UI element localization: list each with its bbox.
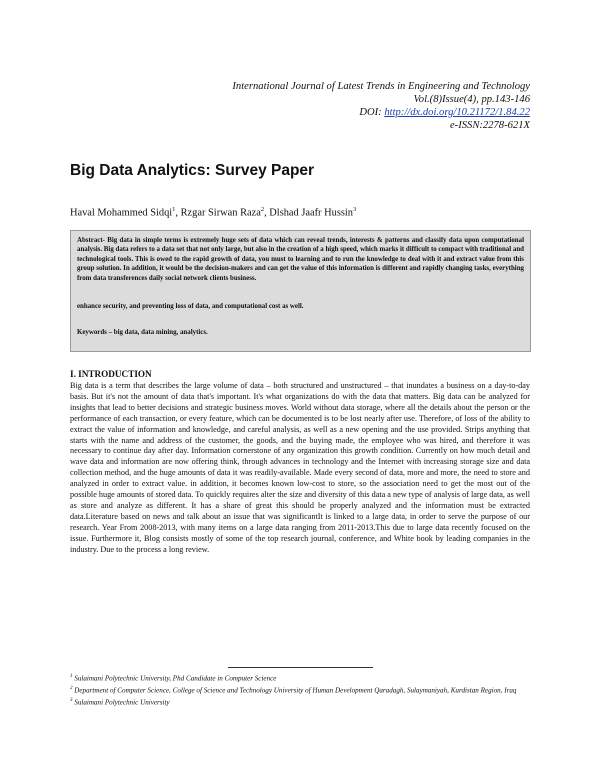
author-separator: , [175, 207, 181, 219]
author-affiliation-mark: 2 [260, 206, 265, 213]
footnote-mark: 2 [70, 686, 73, 692]
journal-header [232, 80, 530, 132]
author-name: Dlshad Jaafr Hussin [269, 207, 353, 219]
footnote-text: Sulaimani Polytechnic University, Phd Candidate in Computer Science [74, 674, 277, 683]
section-heading: I. INTRODUCTION [70, 369, 152, 379]
abstract-extra-line: enhance security, and preventing loss of data, and computational cost as well. [77, 303, 304, 311]
doi-label: DOI: [359, 107, 385, 118]
footnote-mark: 1 [70, 674, 73, 679]
introduction-paragraph: Big data is a term that describes the large volume of data – both structured and unstructured – that inundates a business on a day-to-day basis. But it's not the amount of data that's important. It's what organizations do with the data that matters. Big data can be analyzed for insights that lead to better decisions and strategic business moves. World without data storage, where all the details about the person or the performance of each transaction, or every feature, which can be documented is to be lost nearly after use. Therefore, of loss of the ability to extract the value of information and knowledge, and careful analysis, as well as a new opening and the use provided. Strips anything that starts with the name and address of the customer, the goods, and the buying made, the employee who was hired, and therefore it was necessary to continue day after day. Information cornerstone of any organization this growth condition. Currently on how much detail and wave data and information are now offering think, through advances in technology and the Internet with increasing storage size and data collection method, and the huge amounts of data it was readily-available. Made every second of data, more and more, the need to store and analyzed in order to extract value. in addition, it becomes known low-cost to store, so the association need to get the most out of the possible huge amounts of stored data. To quickly requires alter the size and diversity of this data a new type of analysis of large data, as well as store and analyze as different. It has a share of great this should be properly analyzed and the information must be extracted data.Literature based on news and talk about an issue that was significantIt is linked to a large data, in order to serve the purpose of our research. Year From 2008-2013, with many items on a large data ranging from 2011-2013.This due to large data recently focused on the issue. Furthermore it, Blog consists mostly of some of the top research journal, conference, and White book by leading companies in the industry. Due to the process a long review. [70, 381, 530, 554]
footnote [70, 672, 516, 684]
author-list [70, 206, 356, 218]
author-affiliation-mark: 3 [353, 206, 357, 213]
footnote-divider [228, 667, 373, 668]
issn: e-ISSN:2278-621X [449, 120, 530, 131]
footnotes [70, 672, 516, 708]
footnote-text: Department of Computer Science, College of Science and Technology University of Human Development Qaradagh, Sulaymaniyah, Kurdistan Region, Iraq [74, 686, 517, 695]
paper-title: Big Data Analytics: Survey Paper [70, 162, 315, 179]
doi-line [232, 106, 530, 119]
author-separator: , [264, 207, 270, 219]
footnote-text: Sulaimani Polytechnic University [74, 698, 170, 707]
journal-name: International Journal of Latest Trends in Engineering and Technology [232, 81, 530, 92]
abstract-text: Abstract- Big data in simple terms is extremely huge sets of data which can reveal trends, interests & patterns and classify data upon computational analysis. Big data refers to a data set that not only large, but also in the creation of a high speed, which marks it difficult to compact with traditional and technological tools. This is owed to the rapid growth of data, you must to learning and to run the knowledge to deal with it and extract value from this group solution. In addition, it would be the decision-makers and can get the value of this information is different and rapidly changing tasks, everything from data transferences daily social network clients business. [77, 237, 524, 282]
author-name: Haval Mohammed Sidqi [70, 207, 173, 219]
abstract-box [70, 230, 531, 352]
footnote [70, 696, 516, 708]
author-affiliation-mark: 1 [172, 206, 176, 213]
author-name: Rzgar Sirwan Raza [180, 207, 261, 219]
keywords: Keywords – big data, data mining, analytics. [77, 329, 208, 337]
volume-issue: Vol.(8)Issue(4), pp.143-146 [413, 94, 530, 105]
footnote [70, 684, 516, 696]
doi-link[interactable]: http://dx.doi.org/10.21172/1.84.22 [384, 107, 530, 118]
footnote-mark: 3 [70, 698, 73, 704]
